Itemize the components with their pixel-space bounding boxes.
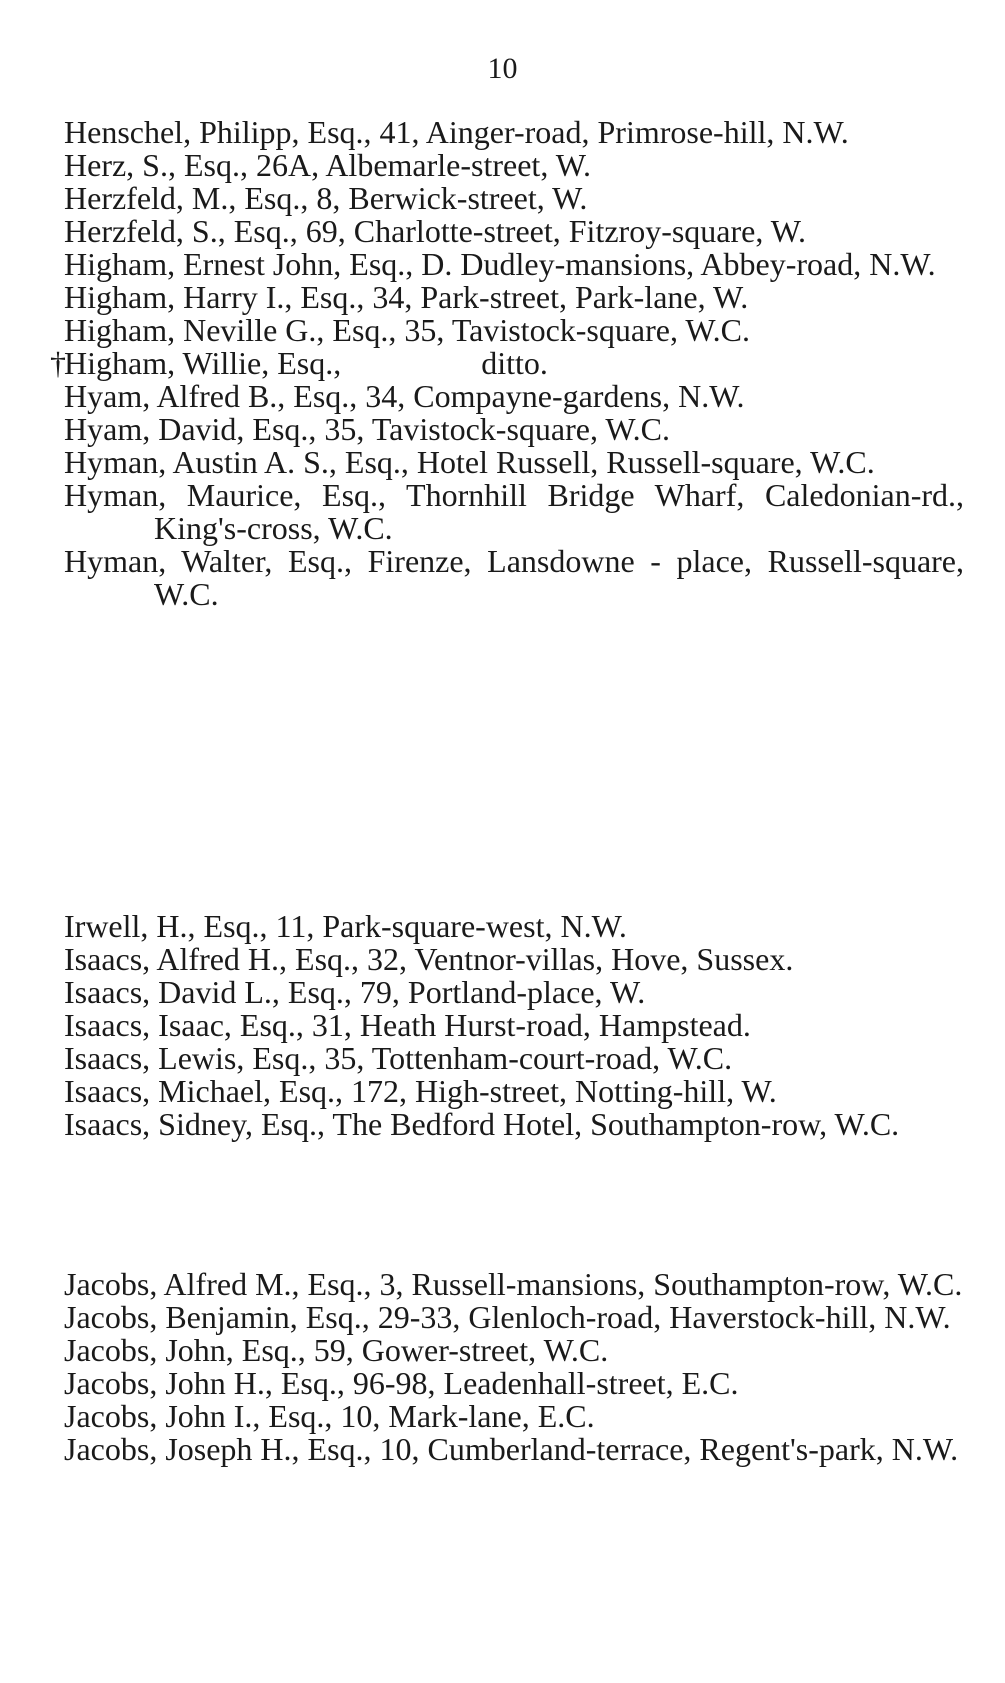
list-entry: Higham, Ernest John, Esq., D. Dudley-mansions, Abbey-road, N.W. [64,246,936,282]
list-entry: Jacobs, John H., Esq., 96-98, Leadenhall-street, E.C. [64,1365,739,1401]
list-entry: Isaacs, Alfred H., Esq., 32, Ventnor-villas, Hove, Sussex. [64,941,794,977]
list-entry: Jacobs, Benjamin, Esq., 29-33, Glenloch-road, Haverstock-hill, N.W. [64,1299,951,1335]
list-entry: † Higham, Willie, Esq., ditto. [50,345,548,381]
list-entry: Higham, Harry I., Esq., 34, Park-street, Park-lane, W. [64,279,749,315]
ditto-mark: ditto. [481,345,548,381]
list-entry: Isaacs, David L., Esq., 79, Portland-place, W. [64,974,646,1010]
list-entry: Hyman, Maurice, Esq., Thornhill Bridge Wharf, Caledonian-rd., King's-cross, W.C. [64,477,964,546]
list-entry: Isaacs, Sidney, Esq., The Bedford Hotel, Southampton-row, W.C. [64,1106,900,1142]
list-entry: Isaacs, Michael, Esq., 172, High-street, Notting-hill, W. [64,1073,777,1109]
list-entry: Jacobs, John I., Esq., 10, Mark-lane, E.C. [64,1398,595,1434]
list-entry: Jacobs, Joseph H., Esq., 10, Cumberland-terrace, Regent's-park, N.W. [64,1431,959,1467]
dagger-mark: † [50,345,66,381]
list-entry: Hyam, David, Esq., 35, Tavistock-square, W.C. [64,411,670,447]
list-entry: Henschel, Philipp, Esq., 41, Ainger-road, Primrose-hill, N.W. [64,114,849,150]
section-i [64,910,964,1141]
section-j [64,1268,964,1466]
list-entry: Higham, Neville G., Esq., 35, Tavistock-square, W.C. [64,312,750,348]
list-entry: Herzfeld, S., Esq., 69, Charlotte-street, Fitzroy-square, W. [64,213,807,249]
page-number: 10 [487,52,518,85]
list-entry: Herz, S., Esq., 26A, Albemarle-street, W. [64,147,591,183]
list-entry: Hyam, Alfred B., Esq., 34, Compayne-gardens, N.W. [64,378,745,414]
list-entry: Jacobs, John, Esq., 59, Gower-street, W.C. [64,1332,609,1368]
list-entry: Isaacs, Isaac, Esq., 31, Heath Hurst-road, Hampstead. [64,1007,751,1043]
list-entry: Hyman, Austin A. S., Esq., Hotel Russell, Russell-square, W.C. [64,444,875,480]
list-entry: Jacobs, Alfred M., Esq., 3, Russell-mansions, Southampton-row, W.C. [64,1266,963,1302]
list-entry: Hyman, Walter, Esq., Firenze, Lansdowne - place, Russell-square, W.C. [64,543,964,612]
section-h [50,114,964,612]
list-entry: Isaacs, Lewis, Esq., 35, Tottenham-court-road, W.C. [64,1040,733,1076]
list-entry: Herzfeld, M., Esq., 8, Berwick-street, W. [64,180,588,216]
list-entry: Irwell, H., Esq., 11, Park-square-west, N.W. [64,908,627,944]
